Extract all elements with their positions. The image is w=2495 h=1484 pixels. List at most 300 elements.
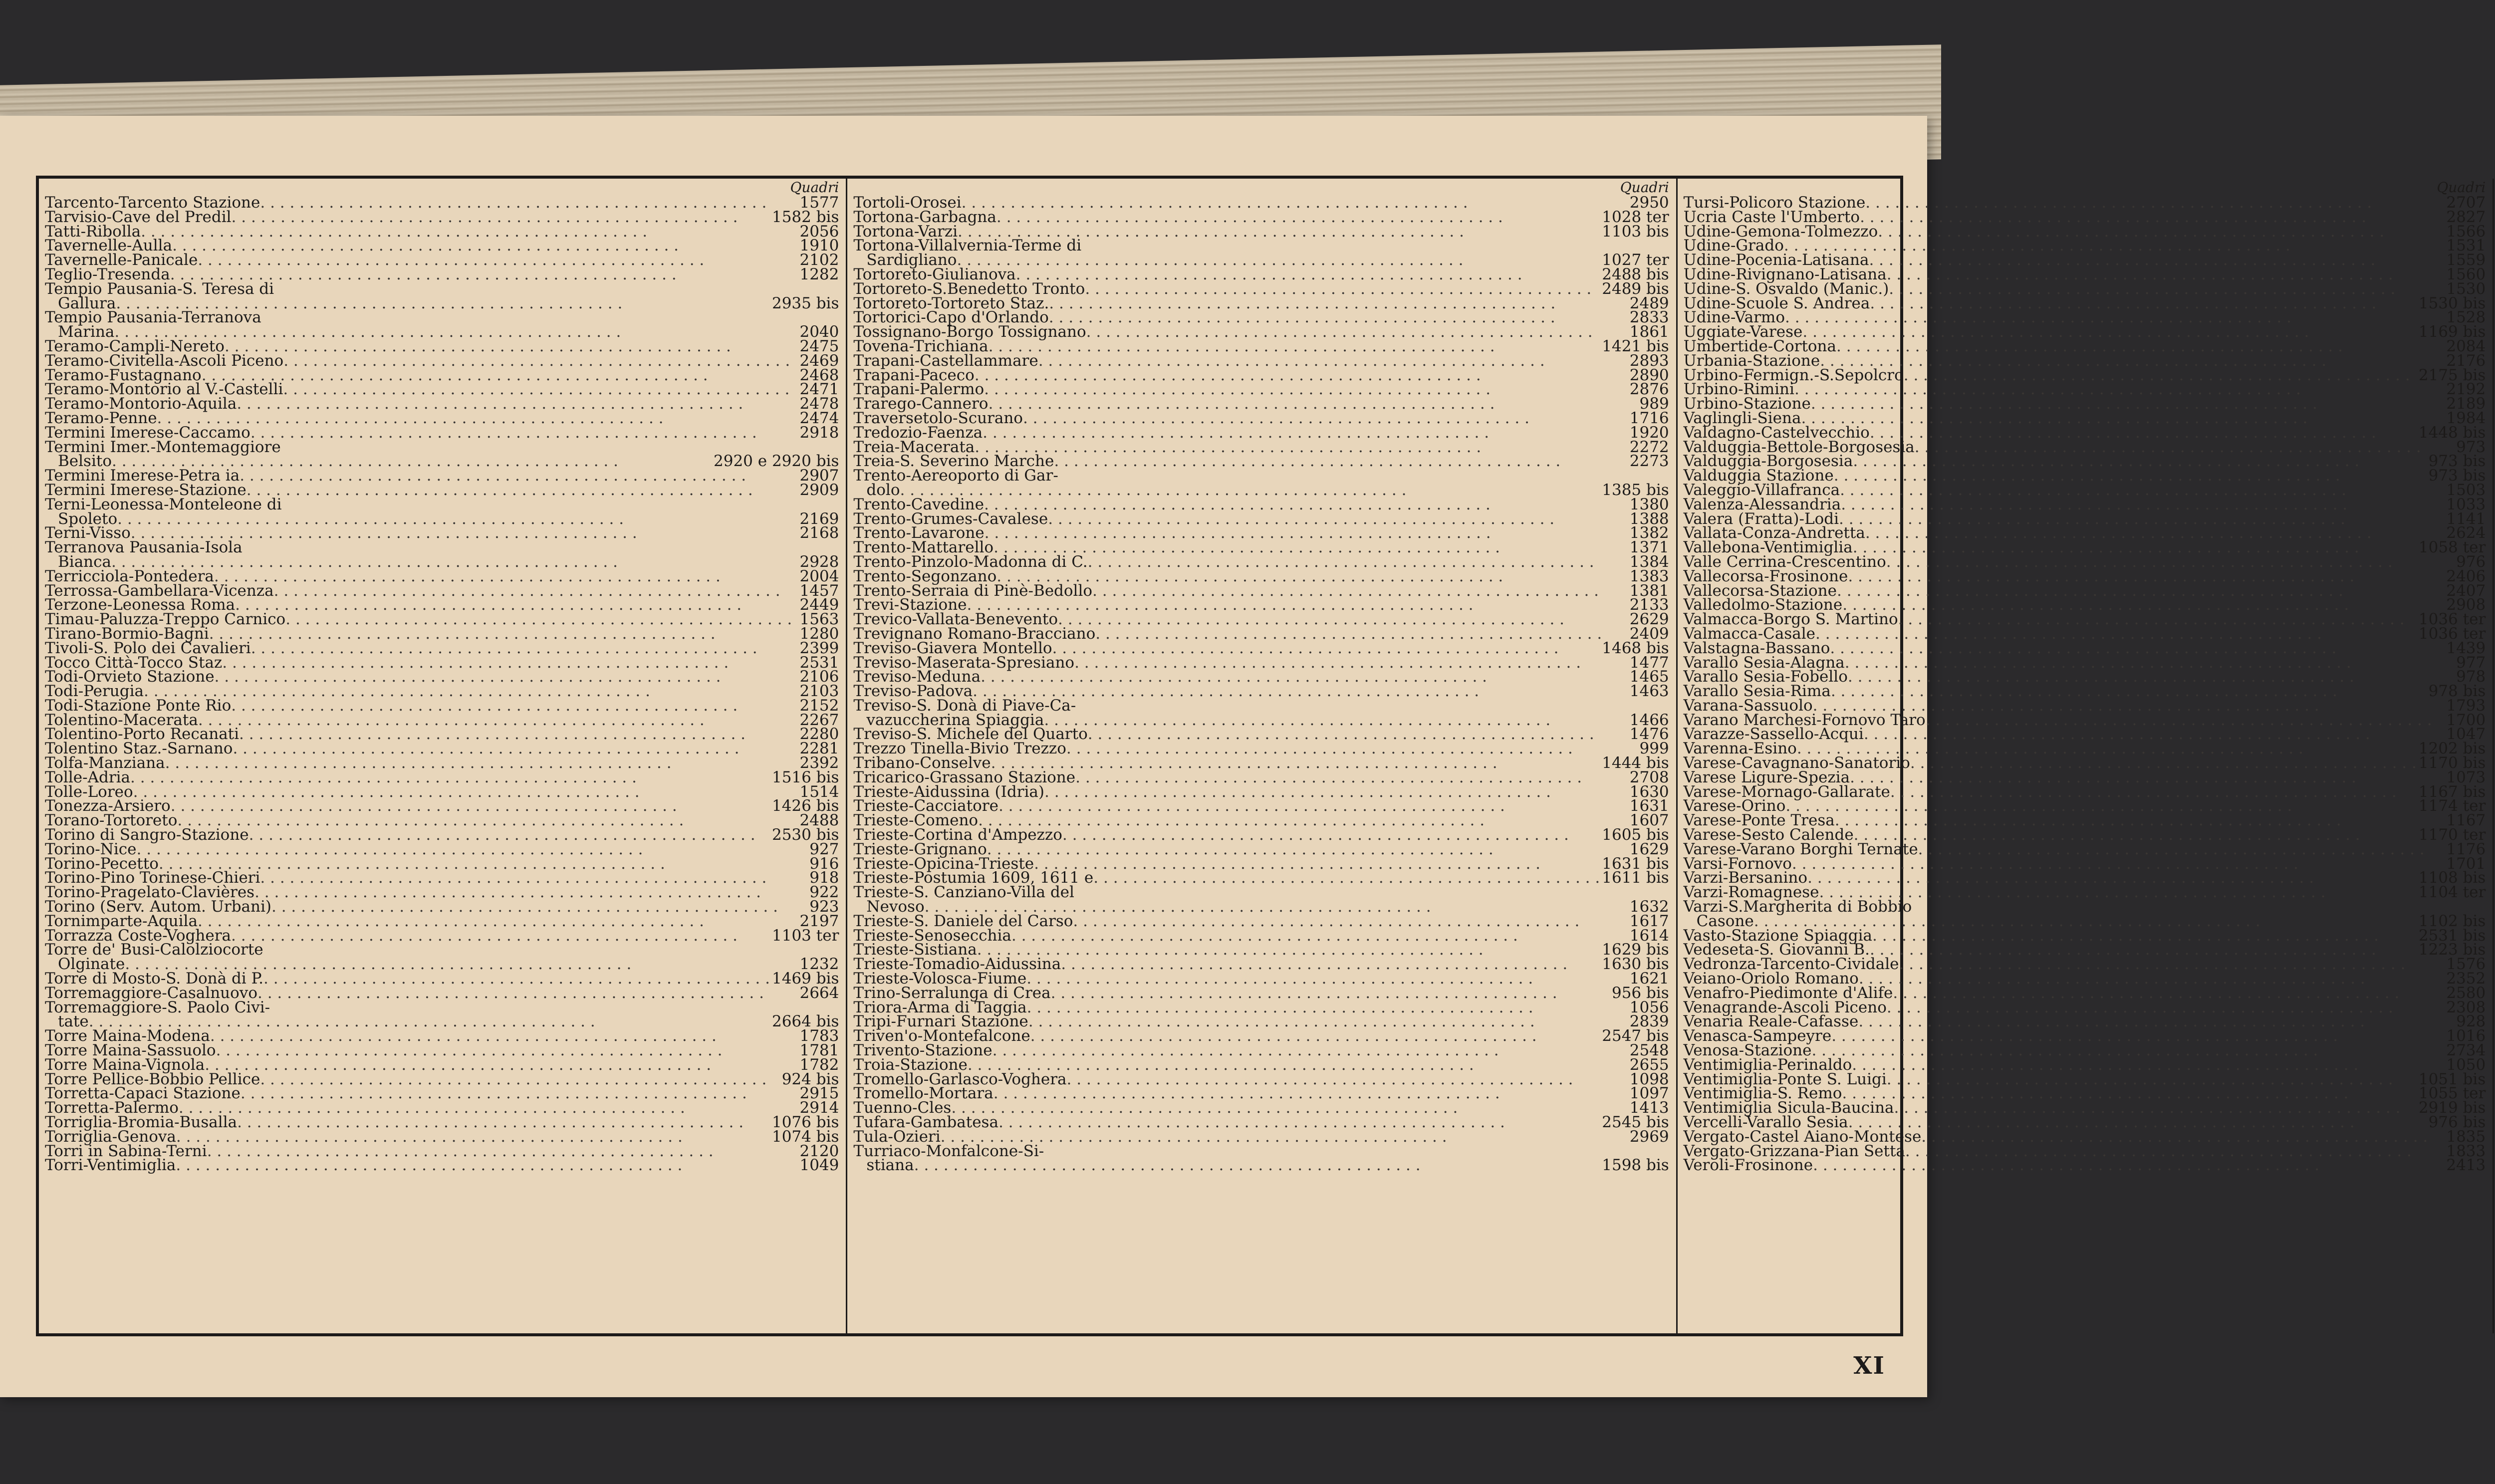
entry-route: Trieste-Aidussina (Idria) (853, 782, 1044, 801)
entry-route: Tortoli-Orosei (853, 194, 962, 212)
entry-route: Tivoli-S. Polo dei Cavalieri (45, 639, 251, 657)
entry-table-number: 2175 bis (2418, 366, 2486, 384)
entry-table-number: 2890 (1629, 366, 1669, 384)
entry-route: Valenza-Alessandria (1683, 495, 1841, 513)
entry-table-number: 1630 (1629, 782, 1669, 801)
entry-route: Spoleto (58, 509, 118, 528)
entry-table-number: 1531 (2446, 237, 2486, 255)
entry-route: Olginate (58, 955, 125, 974)
entry-table-number: 2474 (799, 409, 839, 427)
entry-table-number: 1098 (1629, 1070, 1669, 1088)
entry-table-number: 1630 bis (1602, 955, 1669, 974)
entry-route: Varsi-Fornovo (1683, 854, 1792, 873)
entry-table-number: 1716 (1629, 409, 1669, 427)
entry-route: Valle Cerrina-Crescentino (1683, 552, 1886, 571)
entry-route: Ventimiglia-Perinaldo (1683, 1055, 1852, 1074)
entry-route: Trieste-Cacciatore (853, 797, 998, 815)
leader-dots (247, 483, 798, 497)
entry-route: Treviso-Giavera Montello (853, 639, 1052, 657)
entry-route: Traversetolo-Scurano (853, 409, 1023, 427)
entry-route: Varallo Sesia-Fobello (1683, 668, 1848, 686)
entry-route: Tursi-Policoro Stazione (1683, 194, 1866, 212)
entry-route: Tavernelle-Aulla (45, 237, 173, 255)
entry-route: Venosa-Stazione (1683, 1041, 1812, 1060)
entry-route: Treviso-Meduna (853, 668, 981, 686)
entry-table-number: 1076 bis (771, 1113, 839, 1131)
entry-route: Torre Maina-Sassuolo (45, 1041, 216, 1060)
entry-route: Trento-Grumes-Cavalese (853, 509, 1048, 528)
entry-table-number: 978 (2456, 668, 2486, 686)
entry-route: Tarvisio-Cave del Predil (45, 208, 232, 226)
entry-table-number: 1782 (799, 1055, 839, 1074)
entry-route: Trapani-Paceco (853, 366, 975, 384)
entry-table-number: 1073 (2446, 768, 2486, 786)
entry-table-number: 1563 (799, 610, 839, 629)
entry-table-number: 2168 (799, 524, 839, 542)
entry-route: Termini Imerese-Stazione (45, 481, 247, 499)
entry-route: Triven'o-Montefalcone (853, 1027, 1030, 1045)
entry-table-number: 1530 bis (2418, 294, 2486, 312)
entry-table-number: 2478 (799, 395, 839, 413)
entry-table-number: 928 (2456, 1012, 2486, 1031)
entry-route: Umbertide-Cortona (1683, 337, 1837, 355)
index-entry (853, 1158, 1669, 1173)
entry-route: Trento-Segonzano (853, 567, 997, 585)
entry-table-number: 2918 (799, 423, 839, 442)
entry-table-number: 1559 (2446, 251, 2486, 269)
entry-route: Tonezza-Arsiero (45, 797, 171, 815)
entry-table-number: 2475 (799, 337, 839, 355)
entry-route: Tarcento-Tarcento Stazione (45, 194, 260, 212)
entry-table-number: 1058 ter (2418, 538, 2486, 557)
entry-table-number: 2489 (1629, 294, 1669, 312)
entry-table-number: 2545 bis (1602, 1113, 1669, 1131)
entry-route: Trento-Lavarone (853, 524, 985, 542)
entry-table-number: 1049 (799, 1156, 839, 1175)
entry-table-number: 2152 (799, 696, 839, 715)
entry-table-number: 989 (1639, 395, 1669, 413)
entry-table-number: 1833 (2446, 1142, 2486, 1160)
entry-route: Terni-Visso (45, 524, 131, 542)
entry-route: Bianca (58, 552, 111, 571)
entry-route: Trieste-Postumia 1609, 1611 e (853, 869, 1094, 887)
entry-table-number: 2624 (2446, 524, 2486, 542)
entry-table-number: 2893 (1629, 351, 1669, 370)
entry-table-number: 1582 bis (771, 208, 839, 226)
leader-dots (257, 986, 798, 1000)
entry-table-number: 2488 bis (1602, 265, 1669, 283)
entry-route: Tolfa-Manziana (45, 754, 165, 772)
entry-route: Terricciola-Pontedera (45, 567, 214, 585)
entry-table-number: 1463 (1629, 682, 1669, 701)
entry-table-number: 1421 bis (1602, 337, 1669, 355)
entry-table-number: 2272 (1629, 438, 1669, 456)
entry-route: Trieste-Opicina-Trieste (853, 854, 1034, 873)
entry-route: Marina (58, 323, 115, 341)
entry-route: stiana (866, 1156, 914, 1175)
entry-route: Trieste-Senosecchia (853, 926, 1011, 945)
entry-table-number: 2103 (799, 682, 839, 701)
entry-table-number: 2192 (2446, 380, 2486, 399)
entry-table-number: 2469 (799, 351, 839, 370)
entry-table-number: 1781 (799, 1041, 839, 1060)
entry-table-number: 2120 (799, 1142, 839, 1160)
entry-table-number: 1910 (799, 237, 839, 255)
entry-route: Treia-S. Severino Marche (853, 452, 1054, 471)
entry-route: Trieste-Grignano (853, 840, 987, 858)
entry-route: Teramo-Montorio al V.-Castelli (45, 380, 283, 399)
column-header: Quadri (790, 179, 839, 196)
entry-route: Urbino-Stazione (1683, 395, 1811, 413)
entry-table-number: 1097 (1629, 1084, 1669, 1103)
entry-table-number: 2406 (2446, 567, 2486, 585)
entry-table-number: 1629 bis (1602, 941, 1669, 959)
entry-table-number: 2392 (799, 754, 839, 772)
entry-table-number: 1050 (2446, 1055, 2486, 1074)
entry-route: Vergato-Castel Aiano-Montese (1683, 1127, 1922, 1146)
entry-table-number: 1413 (1629, 1099, 1669, 1117)
entry-route: dolo (866, 481, 900, 499)
entry-table-number: 924 bis (781, 1070, 839, 1088)
entry-route: Tufara-Gambatesa (853, 1113, 998, 1131)
entry-route: Ucria Caste l'Umberto (1683, 208, 1860, 226)
entry-route: Tortona-Garbagna (853, 208, 997, 226)
entry-route: Terzone-Leonessa Roma (45, 596, 236, 614)
entry-route: Valmacca-Borgo S. Martino (1683, 610, 1898, 629)
entry-route: Valduggia-Borgosesia (1683, 452, 1853, 471)
entry-table-number: 1477 (1629, 653, 1669, 672)
entry-route: Torre di Mosto-S. Donà di P. (45, 970, 263, 988)
entry-table-number: 2531 bis (2418, 926, 2486, 945)
entry-route: Valduggia Stazione (1683, 467, 1834, 485)
entry-table-number: 976 bis (2428, 1113, 2486, 1131)
entry-route: Todi-Stazione Ponte Rio (45, 696, 232, 715)
entry-route: Vallebona-Ventimiglia (1683, 538, 1853, 557)
entry-route: Tolentino-Porto Recanati (45, 725, 240, 743)
entry-route: Nevoso (866, 898, 925, 916)
entry-table-number: 2084 (2446, 337, 2486, 355)
entry-table-number: 2629 (1629, 610, 1669, 629)
entry-route: Varano Marchesi-Fornovo Taro (1683, 711, 1926, 729)
entry-table-number: 1457 (799, 581, 839, 600)
entry-route: Tornimparte-Aquila (45, 912, 198, 930)
entry-table-number: 2664 bis (771, 1012, 839, 1031)
timetable-page (0, 116, 2486, 1397)
entry-route: Teramo-Civitella-Ascoli Piceno (45, 351, 284, 370)
entry-table-number: 2876 (1629, 380, 1669, 399)
entry-route: Gallura (58, 294, 116, 312)
entry-route: Triora-Arma di Taggia (853, 998, 1027, 1016)
entry-table-number: 1036 ter (2418, 610, 2486, 629)
entry-table-number: 1176 (2446, 840, 2486, 858)
entry-route: Udine-Varmo (1683, 308, 1785, 327)
entry-route: Varese-Sesto Calende (1683, 826, 1854, 844)
entry-route: Teramo-Penne (45, 409, 157, 427)
entry-table-number: 1468 bis (1602, 639, 1669, 657)
entry-table-number: 1530 (2446, 279, 2486, 298)
entry-route: Vergato-Grizzana-Pian Setta (1683, 1142, 1905, 1160)
entry-table-number: 1783 (799, 1027, 839, 1045)
entry-table-number: 2267 (799, 711, 839, 729)
entry-table-number: 2655 (1629, 1055, 1669, 1074)
index-columns (39, 179, 2486, 1333)
index-entry (1684, 1158, 2486, 1173)
entry-table-number: 923 (809, 898, 839, 916)
entry-route: Tatti-Ribolla (45, 222, 141, 241)
index-table (36, 176, 2486, 1336)
entry-table-number: 1984 (2446, 409, 2486, 427)
entry-table-number: 2907 (799, 467, 839, 485)
entry-route: Torino-Pino Torinese-Chieri (45, 869, 260, 887)
entry-route: Tossignano-Borgo Tossignano (853, 323, 1086, 341)
entry-table-number: 1202 bis (2418, 740, 2486, 758)
column-2 (847, 179, 1677, 1333)
entry-table-number: 2547 bis (1602, 1027, 1669, 1045)
entry-table-number: 973 (2456, 438, 2486, 456)
entry-table-number: 1174 ter (2418, 797, 2486, 815)
entry-table-number: 973 bis (2428, 467, 2486, 485)
entry-table-number: 2914 (799, 1099, 839, 1117)
entry-route: Troia-Stazione (853, 1055, 968, 1074)
entry-route: Torremaggiore-Casalnuovo (45, 984, 257, 1002)
entry-table-number: 1167 (2446, 811, 2486, 830)
entry-route: Tolle-Adria (45, 768, 131, 786)
entry-table-number: 1371 (1629, 538, 1669, 557)
column-1 (39, 179, 847, 1333)
entry-route: Venaria Reale-Cafasse (1683, 1012, 1859, 1031)
entry-route: Venasca-Sampeyre (1683, 1027, 1832, 1045)
entry-route: Torrazza Coste-Voghera (45, 926, 232, 945)
entry-table-number: 2580 (2446, 984, 2486, 1002)
entry-table-number: 1444 bis (1602, 754, 1669, 772)
entry-table-number: 918 (809, 869, 839, 887)
entry-route: Tuenno-Cles (853, 1099, 952, 1117)
entry-table-number: 1835 (2446, 1127, 2486, 1146)
entry-route: Veiano-Oriolo Romano (1683, 970, 1859, 988)
entry-route: Torre Maina-Modena (45, 1027, 210, 1045)
entry-table-number: 1108 bis (2418, 869, 2486, 887)
entry-table-number: 976 (2456, 552, 2486, 571)
entry-table-number: 1380 (1629, 495, 1669, 513)
entry-route: Trieste-Volosca-Fiume (853, 970, 1027, 988)
entry-route: Valstagna-Bassano (1683, 639, 1830, 657)
entry-route: Treviso-S. Donà di Piave-Ca- (853, 696, 1076, 715)
entry-table-number: 1383 (1629, 567, 1669, 585)
entry-route: Trevignano Romano-Bracciano (853, 624, 1096, 643)
entry-table-number: 2839 (1629, 1012, 1669, 1031)
entry-table-number: 1466 (1629, 711, 1669, 729)
entry-route: Torino-Pragelato-Clavières (45, 883, 255, 902)
entry-route: Teglio-Tresenda (45, 265, 170, 283)
entry-route: Termini Imer.-Montemaggiore (45, 438, 281, 456)
entry-table-number: 1223 bis (2418, 941, 2486, 959)
entry-table-number: 2468 (799, 366, 839, 384)
entry-table-number: 1056 (1629, 998, 1669, 1016)
entry-table-number: 2413 (2446, 1156, 2486, 1175)
entry-table-number: 1861 (1629, 323, 1669, 341)
entry-route: Vallecorsa-Stazione (1683, 581, 1837, 600)
entry-route: Udine-Gemona-Tolmezzo (1683, 222, 1878, 241)
entry-route: Vallecorsa-Frosinone (1683, 567, 1848, 585)
entry-table-number: 1232 (799, 955, 839, 974)
entry-table-number: 1384 (1629, 552, 1669, 571)
entry-route: Trevico-Vallata-Benevento (853, 610, 1058, 629)
entry-route: Veroli-Frosinone (1683, 1156, 1813, 1175)
entry-table-number: 2273 (1629, 452, 1669, 471)
entry-route: Trento-Aereoporto di Gar- (853, 467, 1058, 485)
entry-route: Trieste-Cortina d'Ampezzo (853, 826, 1062, 844)
entry-table-number: 2308 (2446, 998, 2486, 1016)
entry-table-number: 1598 bis (1602, 1156, 1669, 1175)
entry-table-number: 2352 (2446, 970, 2486, 988)
entry-route: Trapani-Palermo (853, 380, 985, 399)
entry-table-number: 2833 (1629, 308, 1669, 327)
entry-table-number: 2399 (799, 639, 839, 657)
entry-route: Tolentino Staz.-Sarnano (45, 740, 233, 758)
entry-table-number: 1016 (2446, 1027, 2486, 1045)
entry-table-number: 1560 (2446, 265, 2486, 283)
entry-table-number: 2664 (799, 984, 839, 1002)
entry-table-number: 2919 bis (2418, 1099, 2486, 1117)
entry-route: Todi-Perugia (45, 682, 144, 701)
entry-table-number: 978 bis (2428, 682, 2486, 701)
entry-route: Varzi-S.Margherita di Bobbio (1683, 898, 1912, 916)
entry-table-number: 1631 (1629, 797, 1669, 815)
entry-table-number: 2827 (2446, 208, 2486, 226)
entry-route: Tula-Ozieri (853, 1127, 941, 1146)
entry-table-number: 2471 (799, 380, 839, 399)
entry-route: Tromello-Garlasco-Voghera (853, 1070, 1067, 1088)
entry-table-number: 1701 (2446, 854, 2486, 873)
entry-route: Tricarico-Grassano Stazione (853, 768, 1076, 786)
entry-route: Trento-Pinzolo-Madonna di C. (853, 552, 1088, 571)
entry-table-number: 999 (1639, 740, 1669, 758)
entry-route: Teramo-Montorio-Aquila (45, 395, 237, 413)
column-entries (1684, 196, 2486, 1173)
entry-table-number: 2281 (799, 740, 839, 758)
entry-route: Udine-Pocenia-Latisana (1683, 251, 1869, 269)
entry-table-number: 2548 (1629, 1041, 1669, 1060)
entry-route: Udine-Grado (1683, 237, 1784, 255)
entry-table-number: 2488 (799, 811, 839, 830)
entry-route: Varenna-Esino (1683, 740, 1797, 758)
entry-route: Valduggia-Bettole-Borgosesia (1683, 438, 1915, 456)
entry-route: Tortorici-Capo d'Orlando (853, 308, 1049, 327)
entry-route: Vaglingli-Siena (1683, 409, 1801, 427)
leader-dots (1054, 454, 1627, 469)
page-number: XI (1853, 1352, 1885, 1380)
entry-route: Torino (Serv. Autom. Urbani) (45, 898, 272, 916)
entry-route: Varallo Sesia-Rima (1683, 682, 1831, 701)
index-entry (45, 1158, 839, 1173)
entry-route: Torri-Ventimiglia (45, 1156, 176, 1175)
entry-table-number: 1047 (2446, 725, 2486, 743)
entry-table-number: 916 (809, 854, 839, 873)
entry-route: Ventimiglia-S. Remo (1683, 1084, 1842, 1103)
entry-route: Teramo-Fustagnano (45, 366, 202, 384)
entry-route: Torino di Sangro-Stazione (45, 826, 249, 844)
entry-route: Torretta-Palermo (45, 1099, 179, 1117)
entry-table-number: 1381 (1629, 581, 1669, 600)
entry-route: Treia-Macerata (853, 438, 975, 456)
entry-table-number: 2133 (1629, 596, 1669, 614)
entry-route: Vedeseta-S. Giovanni B. (1683, 941, 1870, 959)
entry-route: Tortoreto-Giulianova (853, 265, 1016, 283)
leader-dots (176, 1158, 797, 1173)
entry-route: Trino-Serralunga di Crea (853, 984, 1051, 1002)
entry-route: Trento-Cavedine (853, 495, 984, 513)
entry-table-number: 2004 (799, 567, 839, 585)
entry-table-number: 2409 (1629, 624, 1669, 643)
entry-route: Termini Imerese-Petra ia (45, 467, 240, 485)
entry-route: Varese-Mornago-Gallarate (1683, 782, 1890, 801)
entry-table-number: 1577 (799, 194, 839, 212)
entry-route: Tavernelle-Panicale (45, 251, 198, 269)
entry-table-number: 1027 ter (1602, 251, 1669, 269)
entry-route: Tromello-Mortara (853, 1084, 994, 1103)
entry-route: Torre Maina-Vignola (45, 1055, 205, 1074)
entry-route: Vasto-Stazione Spiaggia (1683, 926, 1873, 945)
entry-table-number: 922 (809, 883, 839, 902)
entry-route: Teramo-Campli-Nereto (45, 337, 225, 355)
entry-table-number: 1448 bis (2418, 423, 2486, 442)
entry-route: Trapani-Castellammare (853, 351, 1038, 370)
entry-route: Tredozio-Faenza (853, 423, 983, 442)
entry-route: Tolentino-Macerata (45, 711, 198, 729)
entry-route: Tirano-Bormio-Bagni (45, 624, 209, 643)
entry-table-number: 1103 ter (772, 926, 839, 945)
entry-route: Uggiate-Varese (1683, 323, 1803, 341)
entry-table-number: 1033 (2446, 495, 2486, 513)
entry-route: Udine-Scuole S. Andrea (1683, 294, 1870, 312)
entry-route: Varese-Cavagnano-Sanatorio (1683, 754, 1910, 772)
entry-table-number: 1141 (2446, 509, 2486, 528)
entry-table-number: 2040 (799, 323, 839, 341)
entry-table-number: 1621 (1629, 970, 1669, 988)
entry-table-number: 2920 e 2920 bis (714, 452, 839, 471)
entry-route: Varzi-Romagnese (1683, 883, 1819, 902)
entry-route: Varallo Sesia-Alagna (1683, 653, 1845, 672)
entry-route: Turriaco-Monfalcone-Si- (853, 1142, 1044, 1160)
entry-route: vazuccherina Spiaggia (866, 711, 1044, 729)
entry-route: Valledolmo-Stazione (1683, 596, 1843, 614)
entry-route: Udine-Rivignano-Latisana (1683, 265, 1887, 283)
entry-table-number: 956 bis (1611, 984, 1669, 1002)
entry-table-number: 2928 (799, 552, 839, 571)
entry-route: Udine-S. Osvaldo (Manic.) (1683, 279, 1889, 298)
entry-table-number: 1104 ter (2418, 883, 2486, 902)
entry-route: Trento-Serraia di Pinè-Bedollo (853, 581, 1093, 600)
entry-route: Torre de' Busi-Calolziocorte (45, 941, 263, 959)
entry-table-number: 927 (809, 840, 839, 858)
entry-route: Tempio Pausania-S. Teresa di (45, 279, 274, 298)
entry-route: Vallata-Conza-Andretta (1683, 524, 1865, 542)
entry-table-number: 1607 (1629, 811, 1669, 830)
entry-route: Venagrande-Ascoli Piceno (1683, 998, 1887, 1016)
entry-table-number: 1631 bis (1602, 854, 1669, 873)
entry-route: Tripi-Furnari Stazione (853, 1012, 1028, 1031)
entry-route: Timau-Paluzza-Treppo Carnico (45, 610, 286, 629)
entry-table-number: 1700 (2446, 711, 2486, 729)
entry-table-number: 1102 bis (2418, 912, 2486, 930)
entry-table-number: 1055 ter (2418, 1084, 2486, 1103)
entry-route: Vedronza-Tarcento-Cividale (1683, 955, 1899, 974)
entry-route: Todi-Orvieto Stazione (45, 668, 215, 686)
entry-table-number: 1793 (2446, 696, 2486, 715)
entry-table-number: 2734 (2446, 1041, 2486, 1060)
entry-route: Casone (1696, 912, 1754, 930)
entry-route: Venafro-Piedimonte d'Alife (1683, 984, 1893, 1002)
